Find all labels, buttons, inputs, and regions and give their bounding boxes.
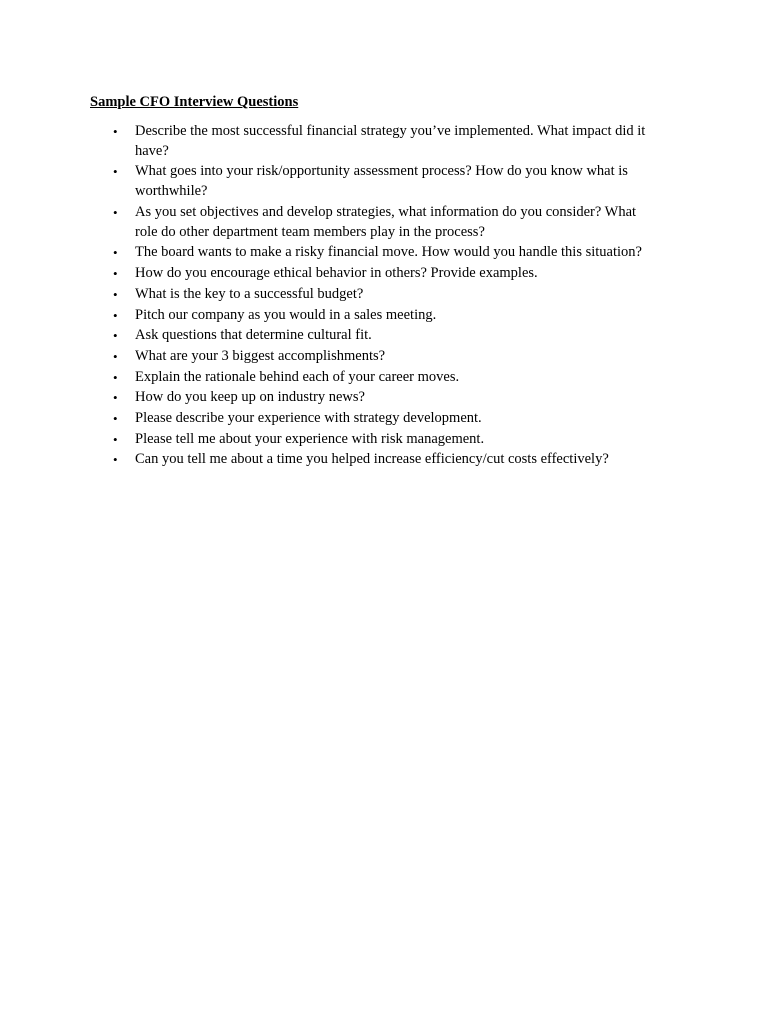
question-text: Pitch our company as you would in a sales meeting.: [135, 306, 437, 323]
bullet-icon: •: [113, 390, 118, 406]
list-item: [0, 122, 655, 162]
list-item: [0, 430, 655, 450]
list-item: [0, 306, 655, 326]
question-text: Please tell me about your experience with risk management.: [135, 430, 485, 447]
question-text: Can you tell me about a time you helped increase efficiency/cut costs effectively?: [135, 451, 609, 468]
list-item: [0, 388, 655, 408]
question-text: How do you encourage ethical behavior in others? Provide examples.: [135, 265, 538, 282]
list-item: [0, 368, 655, 388]
bullet-icon: •: [113, 328, 118, 344]
question-text: Please describe your experience with strategy development.: [135, 409, 482, 426]
list-item: [0, 264, 655, 284]
bullet-icon: •: [113, 245, 118, 261]
question-text: What is the key to a successful budget?: [135, 285, 364, 302]
bullet-icon: •: [113, 369, 118, 385]
bullet-icon: •: [113, 124, 118, 139]
question-text: Ask questions that determine cultural fit.: [135, 327, 372, 344]
bullet-icon: •: [113, 307, 118, 323]
question-text: The board wants to make a risky financial move. How would you handle this situation?: [135, 244, 642, 261]
list-item: [0, 450, 655, 470]
bullet-icon: •: [113, 348, 118, 364]
bullet-icon: •: [113, 286, 118, 302]
bullet-icon: •: [113, 410, 118, 426]
bullet-icon: •: [113, 266, 118, 282]
list-item: [0, 409, 655, 429]
question-text: Describe the most successful financial strategy you’ve implemented. What impact did it have?: [135, 123, 646, 159]
question-list: [0, 122, 768, 471]
list-item: [0, 203, 655, 243]
bullet-icon: •: [113, 204, 118, 220]
question-text: Explain the rationale behind each of your career moves.: [135, 368, 460, 385]
list-item: [0, 162, 655, 202]
list-item: [0, 326, 655, 346]
document-title: Sample CFO Interview Questions: [90, 94, 299, 110]
bullet-icon: •: [113, 452, 118, 468]
list-item: [0, 243, 655, 263]
question-text: How do you keep up on industry news?: [135, 389, 365, 406]
list-item: [0, 285, 655, 305]
bullet-icon: •: [113, 431, 118, 447]
question-text: What are your 3 biggest accomplishments?: [135, 347, 386, 364]
list-item: [0, 347, 655, 367]
question-text: What goes into your risk/opportunity assessment process? How do you know what is worthwhile?: [135, 163, 628, 200]
question-text: As you set objectives and develop strategies, what information do you consider? What role do other department team members play in the process?: [135, 203, 637, 240]
bullet-icon: •: [113, 164, 118, 180]
